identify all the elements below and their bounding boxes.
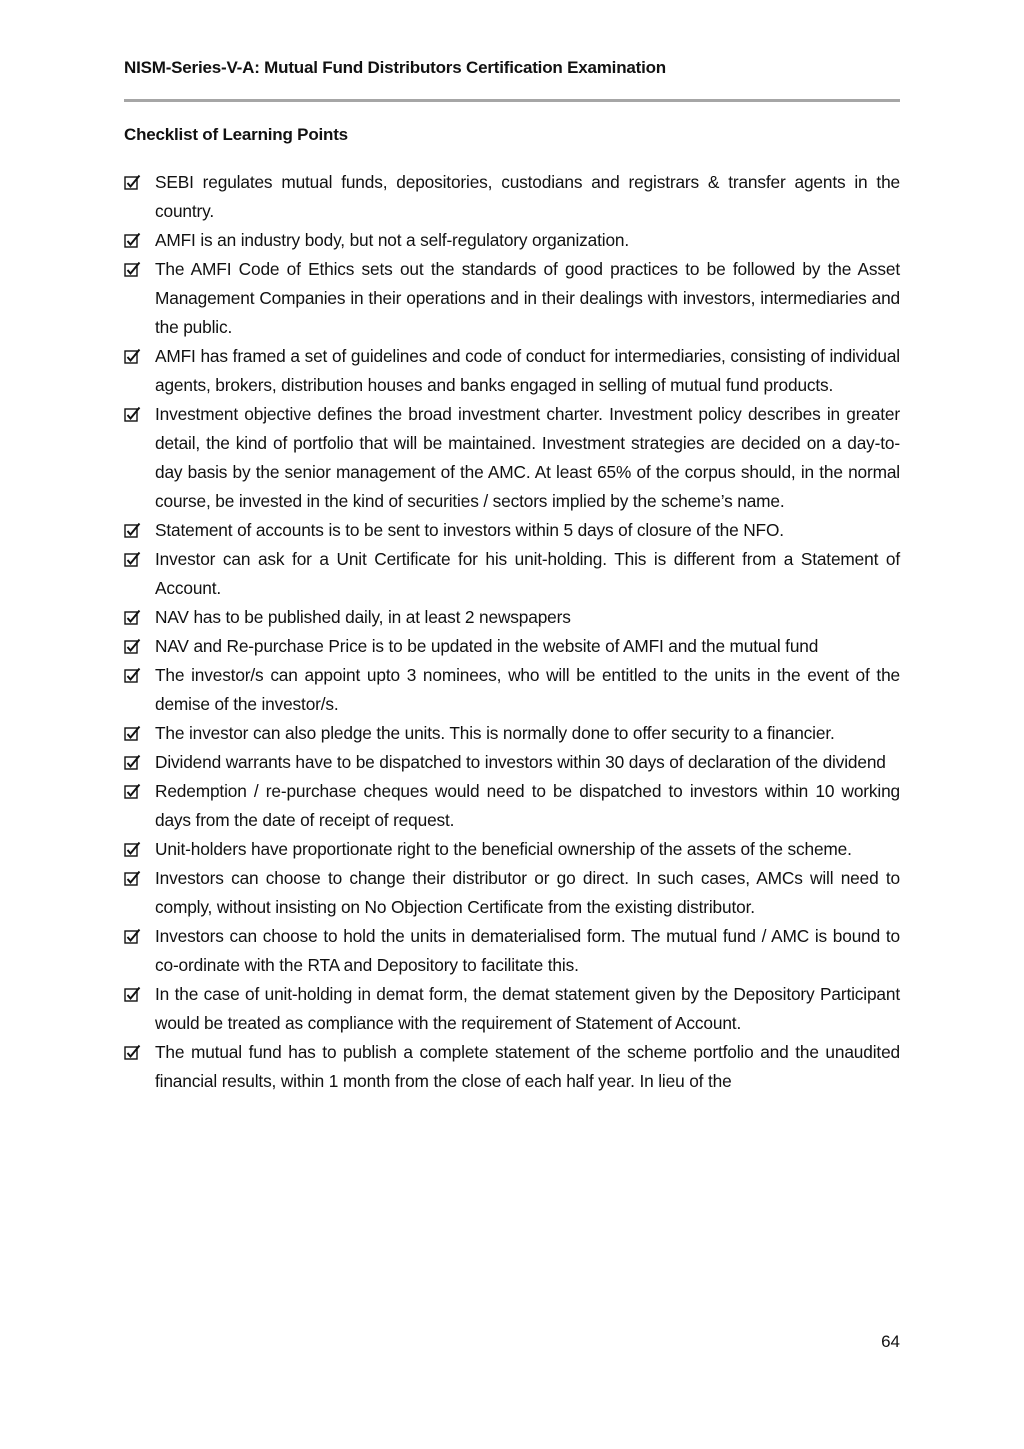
checked-box-icon	[124, 661, 155, 690]
checked-box-icon	[124, 168, 155, 197]
checklist-item-text: Investors can choose to change their distributor or go direct. In such cases, AMCs will need to comply, without insisting on No Objection Certificate from the existing distributor.	[155, 868, 900, 917]
checked-box-icon	[124, 342, 155, 371]
checked-box-icon	[124, 226, 155, 255]
checklist-item	[124, 835, 900, 864]
checklist-item	[124, 255, 900, 342]
checklist-item-text: The investor/s can appoint upto 3 nominees, who will be entitled to the units in the event of the demise of the investor/s.	[155, 665, 900, 714]
checked-box-icon	[124, 922, 155, 951]
checked-box-icon	[124, 980, 155, 1009]
checklist-item-text: Unit-holders have proportionate right to the beneficial ownership of the assets of the scheme.	[155, 839, 852, 859]
checklist-item-text: Investors can choose to hold the units in dematerialised form. The mutual fund / AMC is bound to co-ordinate with the RTA and Depository to facilitate this.	[155, 926, 900, 975]
checklist-item-text: Statement of accounts is to be sent to investors within 5 days of closure of the NFO.	[155, 520, 784, 540]
checked-box-icon	[124, 835, 155, 864]
checklist-item-text: In the case of unit-holding in demat form, the demat statement given by the Depository Participant would be treated as compliance with the requirement of Statement of Account.	[155, 984, 900, 1033]
checklist	[124, 168, 900, 1096]
checked-box-icon	[124, 748, 155, 777]
checked-box-icon	[124, 864, 155, 893]
checklist-item-text: Dividend warrants have to be dispatched to investors within 30 days of declaration of the dividend	[155, 752, 886, 772]
checked-box-icon	[124, 1038, 155, 1067]
checked-box-icon	[124, 516, 155, 545]
header-divider	[124, 99, 900, 102]
checklist-item	[124, 516, 900, 545]
checklist-item	[124, 400, 900, 516]
checked-box-icon	[124, 603, 155, 632]
checklist-item-text: Redemption / re-purchase cheques would need to be dispatched to investors within 10 working days from the date of receipt of request.	[155, 781, 900, 830]
checklist-item	[124, 748, 900, 777]
checked-box-icon	[124, 719, 155, 748]
checklist-item	[124, 777, 900, 835]
checklist-item-text: The investor can also pledge the units. This is normally done to offer security to a financier.	[155, 723, 835, 743]
page-number: 64	[881, 1332, 900, 1351]
checklist-item-text: The AMFI Code of Ethics sets out the standards of good practices to be followed by the Asset Management Companies in their operations and in their dealings with investors, intermediaries and the public.	[155, 259, 900, 337]
checklist-item-text: SEBI regulates mutual funds, depositories, custodians and registrars & transfer agents in the country.	[155, 172, 900, 221]
checklist-item	[124, 632, 900, 661]
checklist-item	[124, 168, 900, 226]
checklist-item	[124, 226, 900, 255]
checklist-item-text: AMFI has framed a set of guidelines and code of conduct for intermediaries, consisting of individual agents, brokers, distribution houses and banks engaged in selling of mutual fund products.	[155, 346, 900, 395]
page-header-title: NISM-Series-V-A: Mutual Fund Distributors Certification Examination	[124, 58, 666, 77]
checklist-item-text: AMFI is an industry body, but not a self-regulatory organization.	[155, 230, 630, 250]
checklist-item	[124, 1038, 900, 1096]
checked-box-icon	[124, 632, 155, 661]
checklist-item	[124, 661, 900, 719]
checklist-item-text: NAV and Re-purchase Price is to be updated in the website of AMFI and the mutual fund	[155, 636, 819, 656]
checked-box-icon	[124, 400, 155, 429]
checklist-item	[124, 864, 900, 922]
checklist-item	[124, 922, 900, 980]
section-title: Checklist of Learning Points	[124, 125, 348, 144]
checklist-item	[124, 545, 900, 603]
checked-box-icon	[124, 255, 155, 284]
checklist-item	[124, 342, 900, 400]
checklist-item	[124, 980, 900, 1038]
checklist-item-text: Investor can ask for a Unit Certificate for his unit-holding. This is different from a Statement of Account.	[155, 549, 900, 598]
checklist-item-text: The mutual fund has to publish a complete statement of the scheme portfolio and the unaudited financial results, within 1 month from the close of each half year. In lieu of the	[155, 1042, 900, 1091]
checklist-item	[124, 603, 900, 632]
checklist-item-text: NAV has to be published daily, in at least 2 newspapers	[155, 607, 571, 627]
checked-box-icon	[124, 545, 155, 574]
checklist-item-text: Investment objective defines the broad investment charter. Investment policy describes in greater detail, the kind of portfolio that will be maintained. Investment strategies are decided on a day-to-day basis by the senior management of the AMC. At least 65% of the corpus should, in the normal course, be invested in the kind of securities / sectors implied by the scheme’s name.	[155, 404, 900, 511]
checklist-item	[124, 719, 900, 748]
checked-box-icon	[124, 777, 155, 806]
